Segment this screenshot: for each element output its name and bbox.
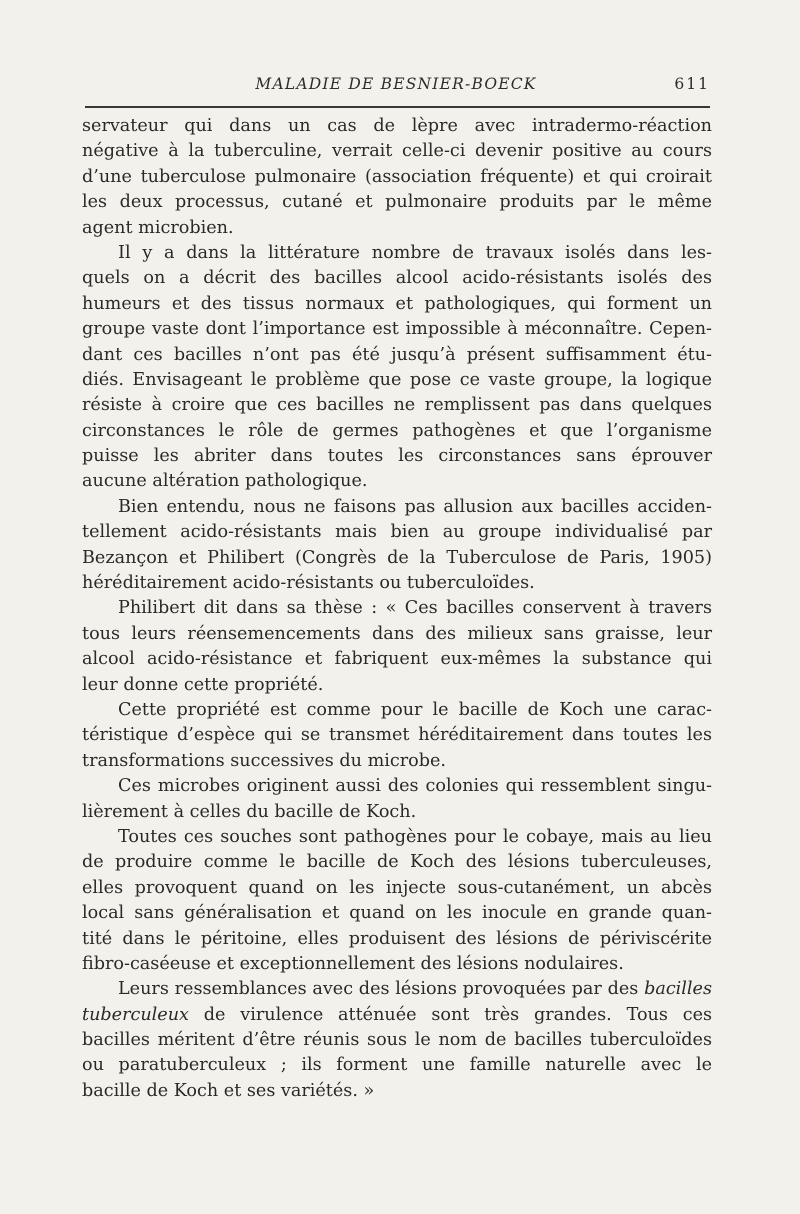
text-line: leur donne cette propriété.: [82, 674, 324, 695]
text-line: résiste à croire que ces bacilles ne remplissent pas dans quelques: [82, 395, 712, 416]
text-line: alcool acido-résistance et fabriquent eux-mêmes la substance qui: [82, 649, 712, 670]
text-line: Ces microbes originent aussi des colonies qui ressemblent singu-: [118, 776, 712, 797]
text-line: ou paratuberculeux ; ils forment une famille naturelle avec le: [82, 1055, 712, 1076]
text-line: local sans généralisation et quand on les inocule en grande quan-: [82, 903, 712, 924]
text-line: Cette propriété est comme pour le bacille de Koch une carac-: [118, 699, 712, 720]
text-line: Bien entendu, nous ne faisons pas allusion aux bacilles acciden-: [118, 496, 712, 517]
text-line: Il y a dans la littérature nombre de travaux isolés dans les-: [118, 242, 712, 263]
text-line: tous leurs réensemencements dans des milieux sans graisse, leur: [82, 623, 712, 644]
text-line: [82, 1003, 712, 1028]
text-line: groupe vaste dont l’importance est impossible à méconnaître. Cepen-: [82, 319, 712, 340]
text-line: transformations successives du microbe.: [82, 750, 447, 771]
text-line: bacille de Koch et ses variétés. »: [82, 1080, 375, 1101]
text-line: quels on a décrit des bacilles alcool acido-résistants isolés des: [82, 268, 712, 289]
text-line: tellement acido-résistants mais bien au groupe individualisé par: [82, 522, 712, 543]
text-line: puisse les abriter dans toutes les circonstances sans éprouver: [82, 446, 712, 467]
page-number: 611: [674, 75, 710, 93]
text-line: circonstances le rôle de germes pathogènes et que l’organisme: [82, 420, 712, 441]
text-line: négative à la tuberculine, verrait celle-ci devenir positive au cours: [82, 141, 712, 162]
text-line: servateur qui dans un cas de lèpre avec intradermo-réaction: [82, 116, 712, 136]
text-line: humeurs et des tissus normaux et pathologiques, qui forment un: [82, 293, 712, 314]
text-line: agent microbien.: [82, 217, 234, 238]
text-line: bacilles méritent d’être réunis sous le nom de bacilles tuberculoïdes: [82, 1030, 712, 1051]
text-line: Toutes ces souches sont pathogènes pour le cobaye, mais au lieu: [118, 826, 712, 847]
text-line: d’une tuberculose pulmonaire (association fréquente) et qui croirait: [82, 166, 712, 187]
header-rule: [85, 106, 710, 108]
text-line: de produire comme le bacille de Koch des lésions tuberculeuses,: [82, 852, 712, 873]
italic-run: tuberculeux: [82, 1004, 189, 1025]
text-line: elles provoquent quand on les injecte sous-cutanément, un abcès: [82, 877, 712, 898]
text-line: aucune altération pathologique.: [82, 471, 368, 492]
text-line: Philibert dit dans sa thèse : « Ces bacilles conservent à travers: [118, 598, 712, 619]
running-title: MALADIE DE BESNIER-BOECK: [255, 75, 537, 93]
text-run: de virulence atténuée sont très grandes. Tous ces: [203, 1004, 713, 1025]
text-line: les deux processus, cutané et pulmonaire produits par le même: [82, 192, 712, 213]
text-line: dant ces bacilles n’ont pas été jusqu’à présent suffisamment étu-: [82, 344, 712, 365]
text-run: Leurs ressemblances avec des lésions provoquées par des: [118, 979, 639, 1000]
text-line: téristique d’espèce qui se transmet héréditairement dans toutes les: [82, 725, 712, 746]
text-line: héréditairement acido-résistants ou tuberculoïdes.: [82, 573, 535, 594]
text-line: lièrement à celles du bacille de Koch.: [82, 801, 417, 822]
body-text: [82, 114, 712, 1104]
text-line: [82, 977, 712, 1002]
running-head: [82, 75, 710, 99]
text-line: fibro-caséeuse et exceptionnellement des lésions nodulaires.: [82, 953, 624, 974]
text-line: diés. Envisageant le problème que pose ce vaste groupe, la logique: [82, 369, 712, 390]
text-line: tité dans le péritoine, elles produisent des lésions de périviscérite: [82, 928, 712, 949]
text-line: Bezançon et Philibert (Congrès de la Tuberculose de Paris, 1905): [82, 547, 712, 568]
italic-run: bacilles: [644, 979, 712, 1000]
